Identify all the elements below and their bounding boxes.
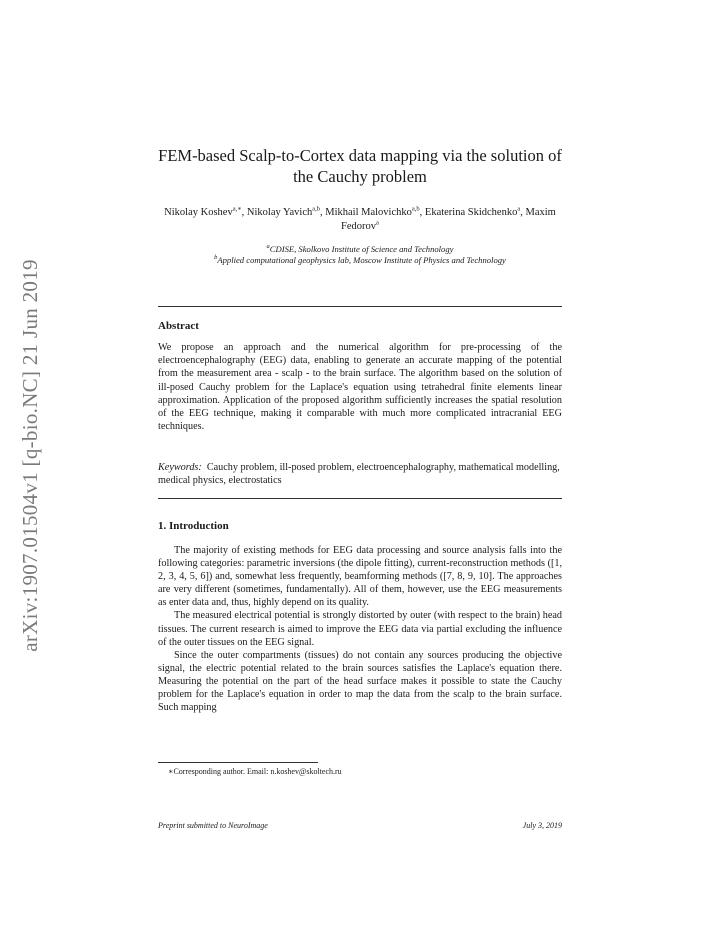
affiliation-mark: a (266, 243, 270, 251)
author-name: Nikolay Koshev (164, 207, 233, 218)
paper-title: FEM-based Scalp-to-Cortex data mapping via the solution of the Cauchy problem (158, 146, 562, 186)
author-affiliation-mark: a (517, 205, 521, 213)
abstract-bottom-rule (158, 498, 562, 499)
author-name: Ekaterina Skidchenko (424, 207, 518, 218)
author-name: Mikhail Malovichko (325, 207, 412, 218)
footnote-corresponding-author: ∗Corresponding author. Email: n.koshev@skoltech.ru (168, 767, 342, 776)
footer-preprint-note: Preprint submitted to NeuroImage (158, 821, 268, 830)
affiliation-mark: b (214, 254, 218, 262)
author-affiliation-mark: a,b (411, 205, 420, 213)
arxiv-stamp (10, 240, 50, 670)
author-affiliation-mark: a,∗ (232, 205, 242, 213)
abstract-top-rule (158, 306, 562, 307)
author-name: Maxim Fedorov (341, 207, 556, 232)
arxiv-stamp-text: arXiv:1907.01504v1 [q-bio.NC] 21 Jun 2019 (17, 258, 42, 652)
keywords-text: Cauchy problem, ill-posed problem, electroencephalography, mathematical modelling, medical physics, electrostatics (158, 462, 560, 487)
paragraph: The measured electrical potential is strongly distorted by outer (with respect to the brain) head tissues. The current research is aimed to improve the EEG data via partial excluding the influence of the outer tissues on the EEG signal. (158, 610, 562, 648)
affiliation-item (158, 255, 562, 266)
author-affiliation-mark: a,b (312, 205, 321, 213)
affiliation-list (158, 244, 562, 266)
affiliation-text: Applied computational geophysics lab, Moscow Institute of Physics and Technology (217, 255, 506, 265)
affiliation-item (158, 244, 562, 255)
affiliation-text: CDISE, Skolkovo Institute of Science and Technology (269, 244, 454, 254)
paragraph: The majority of existing methods for EEG data processing and source analysis falls into the following categories: parametric inversions (the dipole fitting), current-reconstruction methods ([1, 2, 3, 4, 5, 6]) and, somewhat less frequently, beamforming methods ([7, 8, 9, 10]. The approaches are very different (sometimes, fundamentally). All of them, however, use the EEG measurements as enter data and, thus, highly depend on its quality. (158, 545, 562, 609)
author-name: Nikolay Yavich (246, 207, 313, 218)
footer-date: July 3, 2019 (522, 821, 562, 830)
keywords (158, 461, 562, 487)
keywords-label: Keywords: (158, 462, 202, 473)
section-heading-introduction: 1. Introduction (158, 520, 229, 532)
author-affiliation-mark: a (376, 219, 379, 227)
footnote-rule (158, 762, 318, 763)
abstract-text: We propose an approach and the numerical algorithm for pre-processing of the electroencephalography (EEG) data, enabling to generate an accurate mapping of the potential from the measurement area - scalp - to the brain surface. The algorithm based on the solution of ill-posed Cauchy problem for the Laplace's equation using tetrahedral finite elements linear approximation. Application of the proposed algorithm sufficiently increases the spatial resolution of the EEG technique, making it comparable with much more complicated intracranial EEG techniques. (158, 342, 562, 433)
abstract-heading: Abstract (158, 320, 199, 332)
paragraph: Since the outer compartments (tissues) do not contain any sources producing the objective signal, the electric potential related to the brain sources satisfies the Laplace's equation there. Measuring the potential on the part of the head surface makes it possible to state the Cauchy problem for the Laplace's equation in order to map the data from the scalp to the brain surface. Such mapping (158, 649, 562, 714)
author-list: Nikolay Koshev$^{a,∗}$, Nikolay Yavich$^{a,b}$, Mikhail Malovichko$^{a,b}$, Ekaterina Skidchenko$^a$, Maxim Fedorov$^a$ (164, 205, 556, 232)
introduction-body (158, 544, 562, 714)
